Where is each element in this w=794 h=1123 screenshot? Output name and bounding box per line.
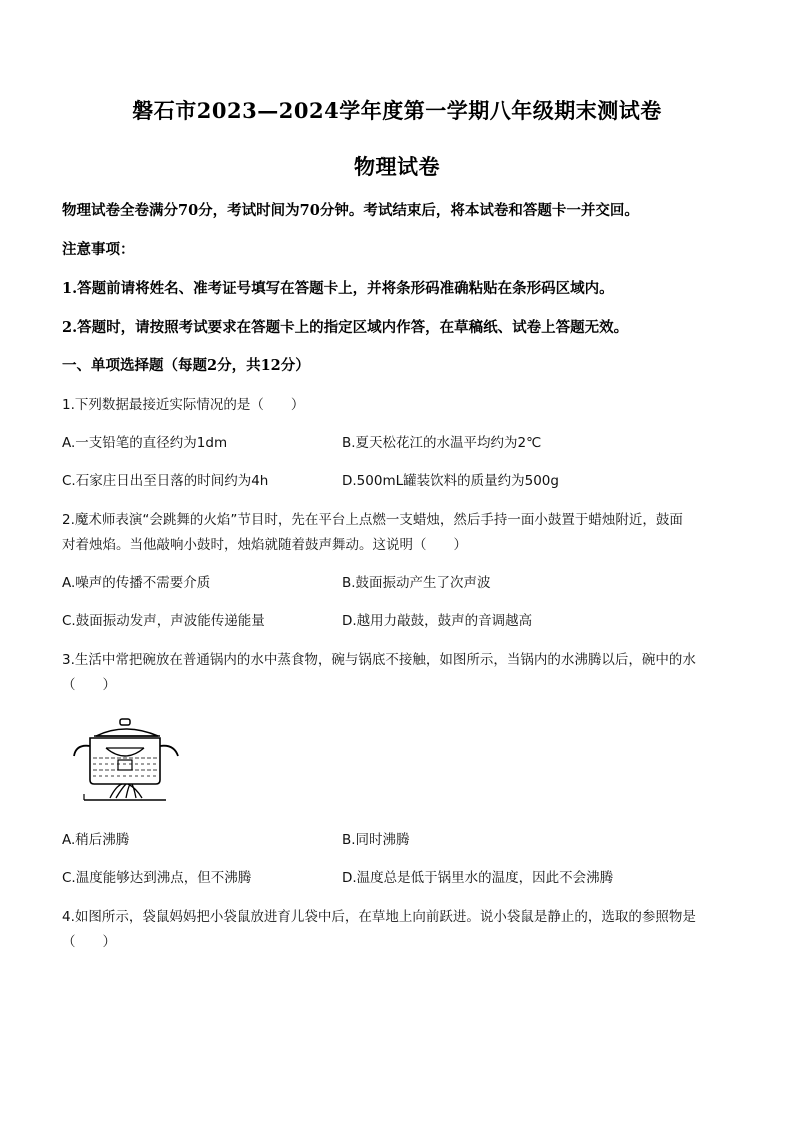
question-2-option-d: D.越用力敲鼓，鼓声的音调越高 xyxy=(342,613,533,629)
question-1-option-d: D.500mL罐装饮料的质量约为500g xyxy=(342,473,559,489)
exam-title: 磐石市2023—2024学年度第一学期八年级期末测试卷 xyxy=(132,98,662,123)
question-2-option-b: B.鼓面振动产生了次声波 xyxy=(342,575,491,591)
question-1-option-a: A.一支铅笔的直径约为1dm xyxy=(62,435,228,451)
question-3-stem-line-1: 3.生活中常把碗放在普通锅内的水中蒸食物，碗与锅底不接触，如图所示，当锅内的水沸腾以后，碗中的水 xyxy=(62,652,696,668)
question-4-stem-line-2: （ ） xyxy=(62,934,116,950)
note-2: 2.答题时，请按照考试要求在答题卡上的指定区域内作答，在草稿纸、试卷上答题无效。 xyxy=(62,319,629,336)
question-3-option-c: C.温度能够达到沸点，但不沸腾 xyxy=(62,870,252,886)
question-3-option-b: B.同时沸腾 xyxy=(342,832,410,848)
question-1-option-c: C.石家庄日出至日落的时间约为4h xyxy=(62,473,269,489)
note-1: 1.答题前请将姓名、准考证号填写在答题卡上，并将条形码准确粘贴在条形码区域内。 xyxy=(62,280,614,297)
section-heading: 一、单项选择题（每题2分，共12分） xyxy=(62,357,310,374)
question-1-stem: 1.下列数据最接近实际情况的是（ ） xyxy=(62,397,305,413)
pot-steaming-figure xyxy=(66,714,184,804)
question-2-option-c: C.鼓面振动发声，声波能传递能量 xyxy=(62,613,265,629)
question-2-stem-line-1: 2.魔术师表演“会跳舞的火焰”节目时，先在平台上点燃一支蜡烛，然后手持一面小鼓置于蜡烛附近，鼓面 xyxy=(62,512,683,528)
question-3-option-d: D.温度总是低于锅里水的温度，因此不会沸腾 xyxy=(342,870,614,886)
intro-line: 物理试卷全卷满分70分，考试时间为70分钟。考试结束后，将本试卷和答题卡一并交回。 xyxy=(62,202,639,219)
notes-heading: 注意事项： xyxy=(62,241,135,258)
question-4-stem-line-1: 4.如图所示，袋鼠妈妈把小袋鼠放进育儿袋中后，在草地上向前跃进。说小袋鼠是静止的，选取的参照物是 xyxy=(62,909,696,925)
question-2-option-a: A.噪声的传播不需要介质 xyxy=(62,575,211,591)
exam-subtitle: 物理试卷 xyxy=(354,154,440,179)
question-3-option-a: A.稍后沸腾 xyxy=(62,832,130,848)
question-2-stem-line-2: 对着烛焰。当他敲响小鼓时，烛焰就随着鼓声舞动。这说明（ ） xyxy=(62,537,467,553)
question-1-option-b: B.夏天松花江的水温平均约为2℃ xyxy=(342,435,542,451)
question-3-stem-line-2: （ ） xyxy=(62,677,116,693)
